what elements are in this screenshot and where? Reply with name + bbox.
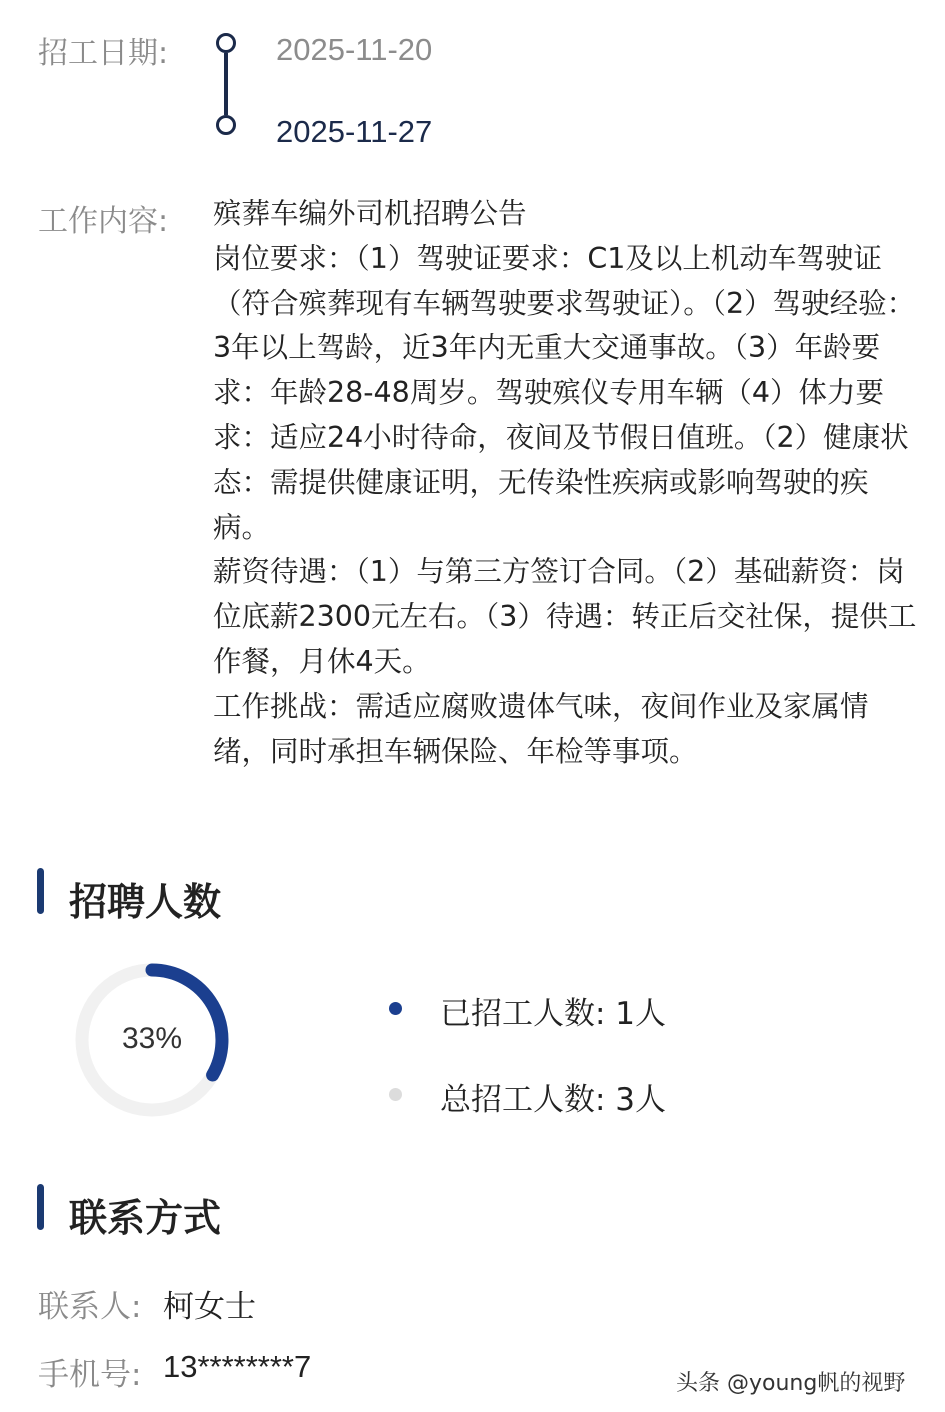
job-challenges: 工作挑战：需适应腐败遗体气味，夜间作业及家属情绪，同时承担车辆保险、年检等事项。 bbox=[213, 689, 869, 768]
contact-title: 联系方式 bbox=[69, 1196, 222, 1240]
phone-value[interactable]: 13********7 bbox=[163, 1349, 312, 1384]
legend-dot-hired-icon bbox=[389, 1002, 402, 1015]
legend-dot-total-icon bbox=[389, 1088, 402, 1101]
job-content-label: 工作内容: bbox=[38, 204, 169, 239]
section-bar bbox=[37, 868, 44, 914]
timeline-end-icon bbox=[216, 115, 236, 135]
recruit-date-label: 招工日期: bbox=[38, 36, 169, 71]
contact-person-value: 柯女士 bbox=[163, 1289, 256, 1325]
timeline-line bbox=[224, 53, 228, 115]
end-date: 2025-11-27 bbox=[276, 114, 433, 149]
progress-percent: 33% bbox=[121, 1022, 183, 1055]
job-title: 殡葬车编外司机招聘公告 bbox=[213, 197, 527, 230]
job-content-text bbox=[213, 192, 923, 774]
start-date: 2025-11-20 bbox=[276, 32, 433, 67]
legend-hired: 已招工人数: 1人 bbox=[440, 996, 667, 1032]
headcount-title: 招聘人数 bbox=[69, 880, 222, 924]
legend-total: 总招工人数: 3人 bbox=[440, 1082, 667, 1118]
phone-label: 手机号: bbox=[38, 1357, 142, 1393]
timeline-start-icon bbox=[216, 33, 236, 53]
job-salary: 薪资待遇：（1）与第三方签订合同。（2）基础薪资：岗位底薪2300元左右。（3）待遇：转正后交社保，提供工作餐，月休4天。 bbox=[213, 555, 917, 678]
job-requirements: 岗位要求：（1）驾驶证要求：C1及以上机动车驾驶证（符合殡葬现有车辆驾驶要求驾驶证）。（2）驾驶经验：3年以上驾龄，近3年内无重大交通事故。（3）年龄要求：年龄28-48周岁。驾驶殡仪专用车辆（4）体力要求：适应24小时待命，夜间及节假日值班。（2）健康状态：需提供健康证明，无传染性疾病或影响驾驶的疾病。 bbox=[213, 241, 916, 544]
section-bar bbox=[37, 1184, 44, 1230]
contact-person-label: 联系人: bbox=[38, 1289, 142, 1325]
watermark: 头条 @young帆的视野 bbox=[676, 1371, 906, 1396]
